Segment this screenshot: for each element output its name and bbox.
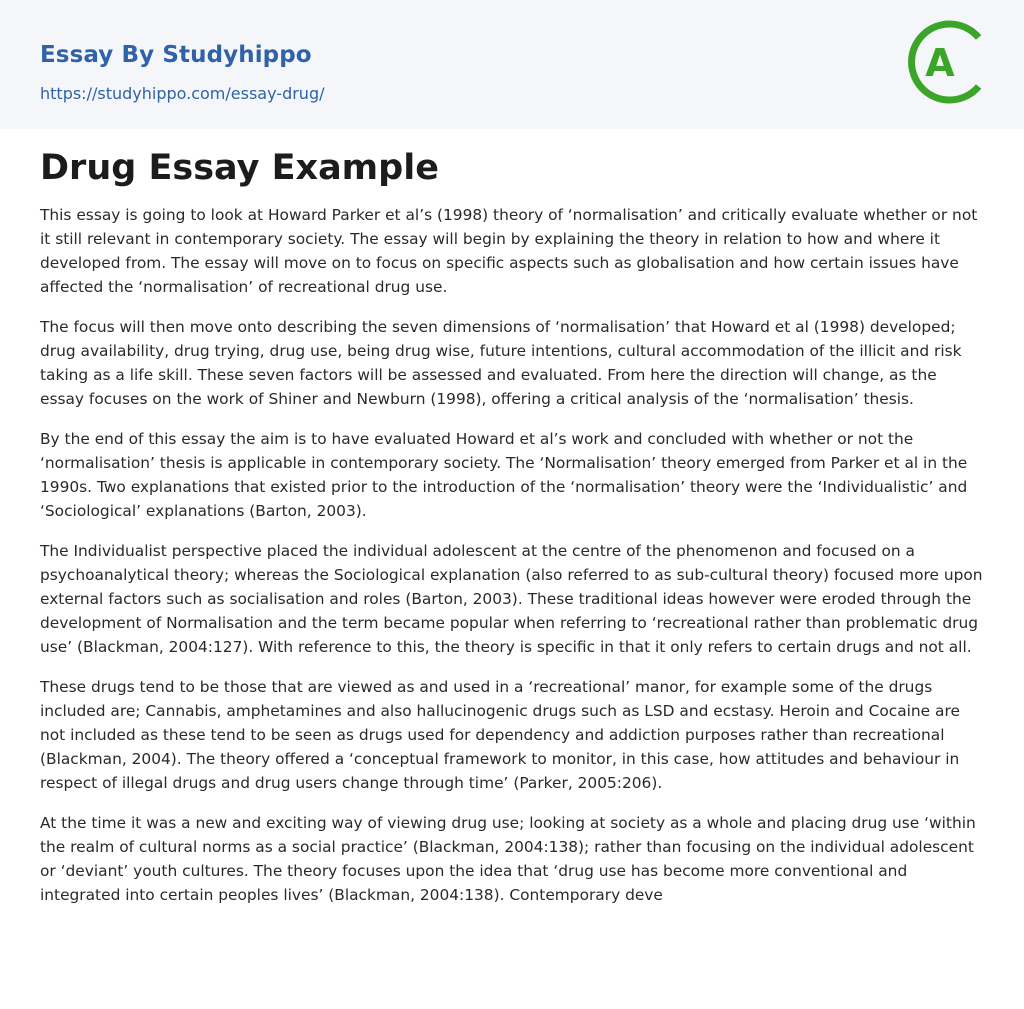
paragraph-4: The Individualist perspective placed the individual adolescent at the centre of the phenomenon and focused on a psychoanalytical theory; whereas the Sociological explanation (also referred to as sub-cultural theory) focused more upon external factors such as socialisation and roles (Barton, 2003). These traditional ideas however were eroded through the development of Normalisation and the term became popular when referring to ‘recreational rather than problematic drug use’ (Blackman, 2004:127). With reference to this, the theory is specific in that it only refers to certain drugs and not all. [40,542,983,656]
logo-letter: A [925,41,955,85]
site-header [0,0,1024,129]
article [40,146,984,923]
paragraph-6: At the time it was a new and exciting way of viewing drug use; looking at society as a whole and placing drug use ‘within the realm of cultural norms as a social practice’ (Blackman, 2004:138); rather than focusing on the individual adolescent or ‘deviant’ youth cultures. The theory focuses upon the idea that ‘drug use has become more conventional and integrated into certain peoples lives’ (Blackman, 2004:138). Contemporary deve [40,814,976,904]
paragraph-3: By the end of this essay the aim is to have evaluated Howard et al’s work and concluded with whether or not the ‘normalisation’ thesis is applicable in contemporary society. The ‘Normalisation’ theory emerged from Parker et al in the 1990s. Two explanations that existed prior to the introduction of the ‘normalisation’ theory were the ‘Individualistic’ and ‘Sociological’ explanations (Barton, 2003). [40,430,968,520]
paragraph-5: These drugs tend to be those that are viewed as and used in a ‘recreational’ manor, for example some of the drugs included are; Cannabis, amphetamines and also hallucinogenic drugs such as LSD and ecstasy. Heroin and Cocaine are not included as these tend to be seen as drugs used for dependency and addiction purposes rather than recreational (Blackman, 2004). The theory offered a ‘conceptual framework to monitor, in this case, how attitudes and behaviour in respect of illegal drugs and drug users change through time’ (Parker, 2005:206). [40,678,960,792]
essay-url-link[interactable]: https://studyhippo.com/essay-drug/ [40,84,325,103]
studyhippo-logo-icon[interactable] [908,18,988,106]
paragraph-1: This essay is going to look at Howard Parker et al’s (1998) theory of ‘normalisation’ and critically evaluate whether or not it still relevant in contemporary society. The essay will begin by explaining the theory in relation to how and where it developed from. The essay will move on to focus on specific aspects such as globalisation and how certain issues have affected the ‘normalisation’ of recreational drug use. [40,206,978,296]
paragraph-2: The focus will then move onto describing the seven dimensions of ‘normalisation’ that Howard et al (1998) developed; drug availability, drug trying, drug use, being drug wise, future intentions, cultural accommodation of the illicit and risk taking as a life skill. These seven factors will be assessed and evaluated. From here the direction will change, as the essay focuses on the work of Shiner and Newburn (1998), offering a critical analysis of the ‘normalisation’ thesis. [40,318,962,408]
article-title: Drug Essay Example [40,148,439,188]
site-brand[interactable]: Essay By Studyhippo [40,42,312,68]
